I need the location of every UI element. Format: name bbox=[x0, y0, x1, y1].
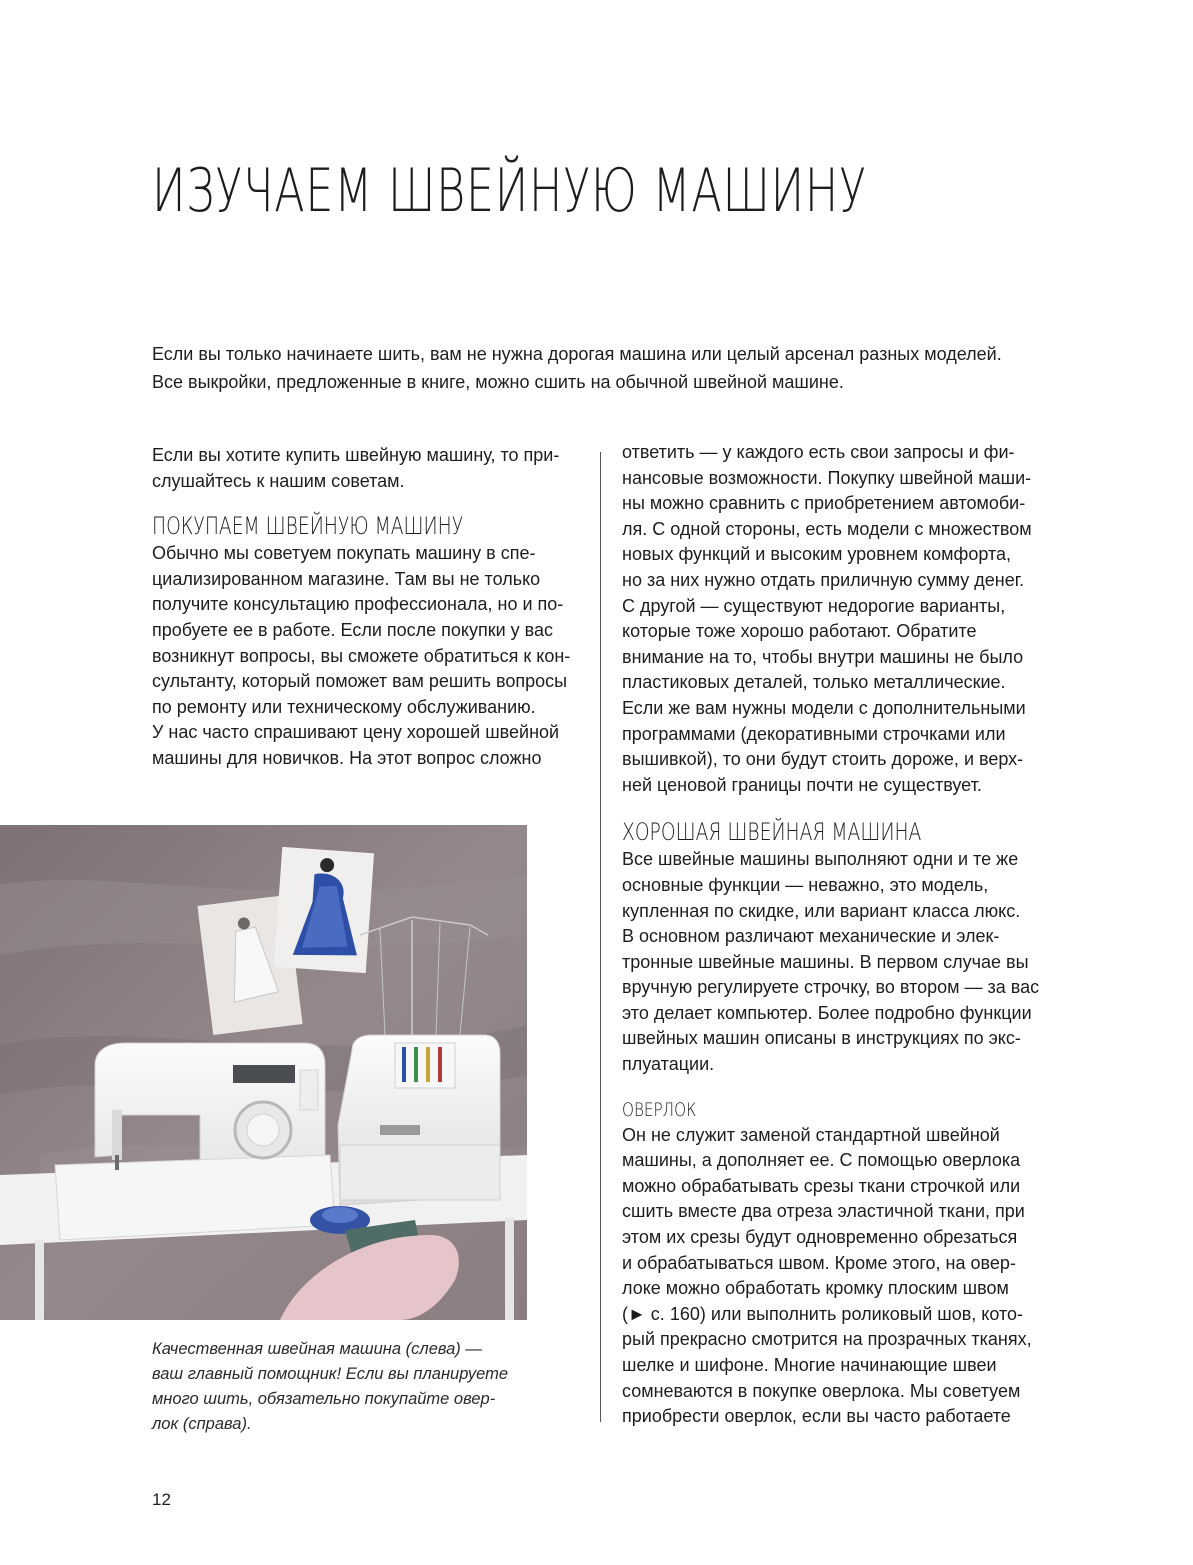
body-line: С другой — существуют недорогие варианты, bbox=[622, 595, 1006, 616]
body-line: но за них нужно отдать приличную сумму денег. bbox=[622, 569, 1025, 590]
intro-line: Все выкройки, предложенные в книге, можно сшить на обычной швейной машине. bbox=[152, 372, 844, 392]
body-line: можно обрабатывать срезы ткани строчкой или bbox=[622, 1175, 1021, 1196]
body-line: ны можно сравнить с приобретением автомоби- bbox=[622, 493, 1026, 514]
body-line: локе можно обработать кромку плоским швом bbox=[622, 1278, 1009, 1299]
body-line: получите консультацию профессионала, но и по- bbox=[152, 594, 564, 615]
body-line: нансовые возможности. Покупку швейной маши- bbox=[622, 467, 1032, 488]
body-line: плуатации. bbox=[622, 1054, 715, 1075]
column-divider bbox=[600, 452, 601, 1422]
table-leg bbox=[505, 1218, 514, 1320]
body-line: швейных машин описаны в инструкциях по экс- bbox=[622, 1028, 1021, 1049]
body-line: ней ценовой границы почти не существует. bbox=[622, 774, 982, 795]
body-line: пластиковых деталей, только металлические. bbox=[622, 672, 1006, 693]
body-line: купленная по скидке, или вариант класса люкс. bbox=[622, 900, 1021, 921]
body-line: (► с. 160) или выполнить роликовый шов, кото- bbox=[622, 1303, 1024, 1324]
intro-line: Если вы только начинаете шить, вам не нужна дорогая машина или целый арсенал разных моделей. bbox=[152, 344, 1002, 364]
body-line: основные функции — неважно, это модель, bbox=[622, 874, 989, 895]
body-line: У нас часто спрашивают цену хорошей швейной bbox=[152, 722, 560, 743]
page-title: ИЗУЧАЕМ ШВЕЙНУЮ МАШИНУ bbox=[152, 156, 867, 227]
body-line: внимание на то, чтобы внутри машины не было bbox=[622, 646, 1024, 667]
body-line: сомневаются в покупке оверлока. Мы советуем bbox=[622, 1380, 1021, 1401]
machine-display bbox=[233, 1065, 295, 1083]
body-line: машины для новичков. На этот вопрос сложно bbox=[152, 747, 542, 768]
caption-line: лок (справа). bbox=[152, 1415, 252, 1433]
body-line: Если же вам нужны модели с дополнительными bbox=[622, 697, 1026, 718]
caption-line: ваш главный помощник! Если вы планируете bbox=[152, 1365, 509, 1383]
body-line: ля. С одной стороны, есть модели с множеством bbox=[622, 518, 1032, 539]
body-line: это делает компьютер. Более подробно функции bbox=[622, 1002, 1032, 1023]
right-column bbox=[622, 440, 1062, 1430]
body-line: которые тоже хорошо работают. Обратите bbox=[622, 621, 977, 642]
caption-line: много шить, обязательно покупайте овер- bbox=[152, 1390, 496, 1408]
body-line: шелке и шифоне. Многие начинающие швеи bbox=[622, 1355, 997, 1375]
photo-caption bbox=[152, 1337, 552, 1437]
body-line: сультанту, который поможет вам решить вопросы bbox=[152, 671, 568, 692]
body-line: циализированном магазине. Там вы не только bbox=[152, 568, 541, 589]
table-leg bbox=[35, 1240, 44, 1320]
overlock-icon bbox=[338, 1035, 500, 1205]
intro-paragraph bbox=[152, 340, 1092, 396]
body-line: машины, а дополняет ее. С помощью оверлока bbox=[622, 1150, 1021, 1171]
body-line: сшить вместе два отреза эластичной ткани, при bbox=[622, 1201, 1025, 1222]
body-line: по ремонту или техническому обслуживанию. bbox=[152, 696, 536, 717]
body-line: возникнут вопросы, вы сможете обратиться к кон- bbox=[152, 645, 571, 666]
body-line: Все швейные машины выполняют одни и те же bbox=[622, 849, 1019, 870]
body-line: вышивкой), то они будут стоить дороже, и верх- bbox=[622, 749, 1024, 770]
body-line: рый прекрасно смотрится на прозрачных тканях, bbox=[622, 1329, 1032, 1350]
fashion-sketch-blue-dress bbox=[274, 847, 374, 973]
body-line: тронные швейные машины. В первом случае вы bbox=[622, 951, 1029, 972]
sewing-machine-photo bbox=[0, 825, 527, 1320]
body-line: программами (декоративными строчками или bbox=[622, 723, 1006, 744]
body-line: Если вы хотите купить швейную машину, то при- bbox=[152, 445, 560, 465]
left-column bbox=[152, 443, 582, 772]
section-heading-overlock: ОВЕРЛОК bbox=[622, 1098, 697, 1121]
body-line: Он не служит заменой стандартной швейной bbox=[622, 1124, 1000, 1145]
body-line: и обрабатываться швом. Кроме этого, на овер- bbox=[622, 1252, 1016, 1273]
body-line: вручную регулируете строчку, во втором — за вас bbox=[622, 977, 1040, 998]
body-line: слушайтесь к нашим советам. bbox=[152, 470, 405, 491]
body-line: ответить — у каждого есть свои запросы и фи- bbox=[622, 442, 1015, 462]
section-heading-buying: ПОКУПАЕМ ШВЕЙНУЮ МАШИНУ bbox=[152, 512, 464, 541]
body-line: новых функций и высоким уровнем комфорта, bbox=[622, 544, 1012, 565]
caption-line: Качественная швейная машина (слева) — bbox=[152, 1340, 482, 1358]
page-number: 12 bbox=[152, 1490, 171, 1509]
body-line: В основном различают механические и элек- bbox=[622, 926, 1000, 947]
body-line: пробуете ее в работе. Если после покупки у вас bbox=[152, 619, 554, 640]
body-line: этом их срезы будут одновременно обрезаться bbox=[622, 1227, 1018, 1248]
body-line: приобрести оверлок, если вы часто работаете bbox=[622, 1406, 1011, 1427]
body-line: Обычно мы советуем покупать машину в спе- bbox=[152, 543, 536, 564]
section-heading-good-machine: ХОРОШАЯ ШВЕЙНАЯ МАШИНА bbox=[622, 818, 922, 847]
